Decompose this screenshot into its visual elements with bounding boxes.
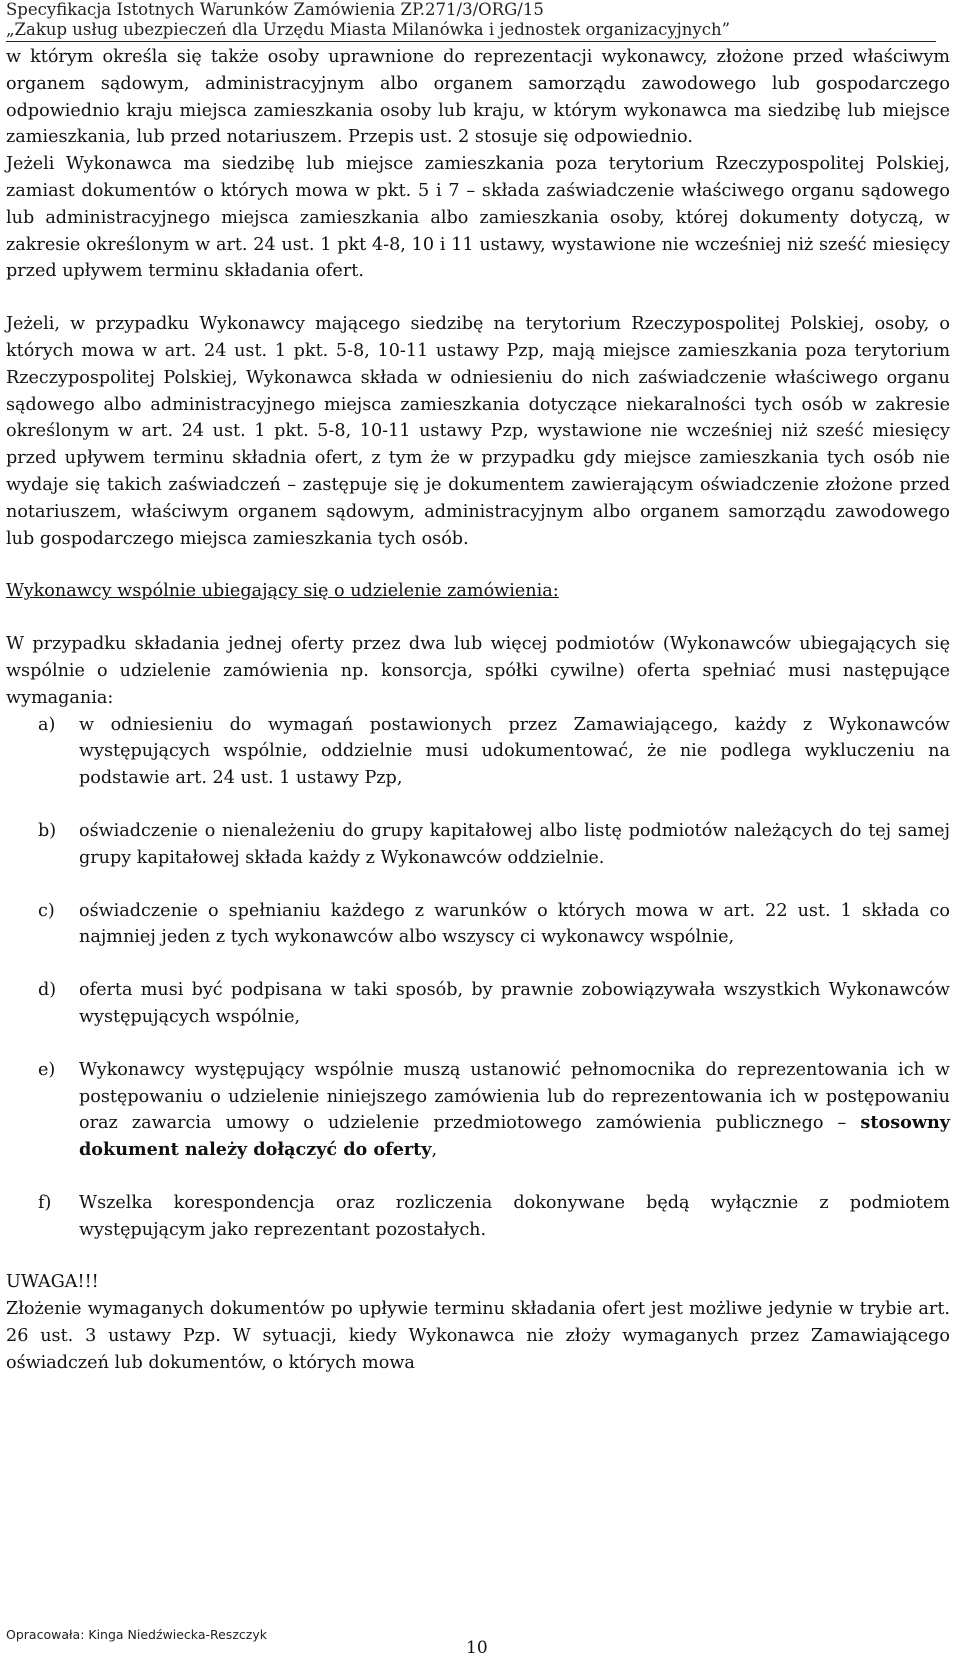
list-item — [6, 1057, 950, 1164]
list-item-text: oświadczenie o spełnianiu każdego z warunków o których mowa w art. 22 ust. 1 składa co najmniej jeden z tych wykonawców albo wszyscy ci wykonawcy wspólnie, — [79, 900, 950, 948]
list-item-label: f) — [38, 1192, 52, 1213]
paragraph-foreign-residents: Jeżeli, w przypadku Wykonawcy mającego siedzibę na terytorium Rzeczypospolitej Polskiej, osoby, o których mowa w art. 24 ust. 1 pkt. 5-8, 10-11 ustawy Pzp, mają miejsce zamieszkania poza terytorium Rzeczypospolitej Polskiej, Wykonawca składa w odniesieniu do nich zaświadczenie właściwego organu sądowego albo administracyjnego miejsca zamieszkania dotyczące niekaralności tych osób w zakresie określonym w art. 24 ust. 1 pkt. 5-8, 10-11 ustawy Pzp, wystawione nie wcześniej niż sześć miesięcy przed upływem terminu składnia ofert, z tym że w przypadku gdy miejsce zamieszkania tych osób nie wydaje się takich zaświadczeń – zastępuje się je dokumentem zawierającym oświadczenie złożone przed notariuszem, właściwym organem sądowym, administracyjnym albo organem samorządu zawodowego lub gospodarczego miejsca zamieszkania tych osób. — [6, 314, 950, 549]
header-title: Specyfikacja Istotnych Warunków Zamówienia ZP.271/3/ORG/15 — [6, 0, 544, 19]
list-item-text: oferta musi być podpisana w taki sposób, by prawnie zobowiązywała wszystkich Wykonawców występujących wspólnie, — [79, 980, 950, 1027]
list-item-text: Wszelka korespondencja oraz rozliczenia dokonywane będą wyłącznie z podmiotem występującym jako reprezentant pozostałych. — [79, 1192, 950, 1240]
list-item — [6, 1190, 950, 1244]
footer-author: Opracowała: Kinga Niedźwiecka-Reszczyk — [6, 1627, 267, 1642]
list-item — [6, 898, 950, 952]
requirements-list — [6, 712, 950, 1244]
section-title: Wykonawcy wspólnie ubiegający się o udzielenie zamówienia: — [6, 581, 559, 602]
warning-title: UWAGA!!! — [6, 1272, 99, 1293]
list-item-label: a) — [38, 714, 56, 735]
paragraph-representation: w którym określa się także osoby uprawnione do reprezentacji wykonawcy, złożone przed właściwym organem sądowym, administracyjnym albo organem samorządu zawodowego lub gospodarczego odpowiednio kraju miejsca zamieszkania osoby lub kraju, w którym wykonawca ma siedzibę lub miejsce zamieszkania, lub przed notariuszem. Przepis ust. 2 stosuje się odpowiednio. — [6, 47, 950, 148]
list-item-label: b) — [38, 820, 57, 841]
paragraph-foreign-seat: Jeżeli Wykonawca ma siedzibę lub miejsce zamieszkania poza terytorium Rzeczypospolitej Polskiej, zamiast dokumentów o których mowa w pkt. 5 i 7 – składa zaświadczenie właściwego organu sądowego lub administracyjnego miejsca zamieszkania albo zamieszkania osoby, której dokumenty dotyczą, w zakresie określonym w art. 24 ust. 1 pkt 4-8, 10 i 11 ustawy, wystawione nie wcześniej niż sześć miesięcy przed upływem terminu składania ofert. — [6, 154, 950, 282]
list-item — [6, 712, 950, 792]
list-item-text: w odniesieniu do wymagań postawionych przez Zamawiającego, każdy z Wykonawców występujących wspólnie, oddzielnie musi udokumentować, że nie podlega wykluczeniu na podstawie art. 24 ust. 1 ustawy Pzp, — [79, 714, 950, 789]
list-item-text: oświadczenie o nienależeniu do grupy kapitałowej albo listę podmiotów należących do tej samej grupy kapitałowej składa każdy z Wykonawców oddzielnie. — [79, 820, 950, 868]
list-item-label: e) — [38, 1059, 56, 1080]
list-item-bold-text: stosowny dokument należy dołączyć do oferty — [79, 1112, 950, 1161]
list-item-tail: , — [431, 1140, 438, 1161]
warning-text: Złożenie wymaganych dokumentów po upływie terminu składania ofert jest możliwe jedynie w trybie art. 26 ust. 3 ustawy Pzp. W sytuacji, kiedy Wykonawca nie złoży wymaganych przez Zamawiającego oświadczeń lub dokumentów, o których mowa — [6, 1299, 950, 1373]
page-number: 10 — [466, 1638, 488, 1658]
document-header — [6, 0, 936, 42]
list-item — [6, 818, 950, 872]
header-subtitle: „Zakup usług ubezpieczeń dla Urzędu Miasta Milanówka i jednostek organizacyjnych” — [6, 20, 731, 39]
list-item-label: c) — [38, 900, 55, 921]
list-item-label: d) — [38, 980, 57, 1001]
document-body — [6, 44, 950, 1377]
paragraph-intro: W przypadku składania jednej oferty przez dwa lub więcej podmiotów (Wykonawców ubiegających się wspólnie o udzielenie zamówienia np. konsorcja, spółki cywilne) oferta spełniać musi następujące wymagania: — [6, 634, 950, 708]
list-item-text: Wykonawcy występujący wspólnie muszą ustanowić pełnomocnika do reprezentowania ich w postępowaniu o udzielenie niniejszego zamówienia lub do reprezentowania ich w postępowaniu oraz zawarcia umowy o udzielenie przedmiotowego zamówienia publicznego – — [79, 1059, 950, 1134]
list-item — [6, 977, 950, 1031]
